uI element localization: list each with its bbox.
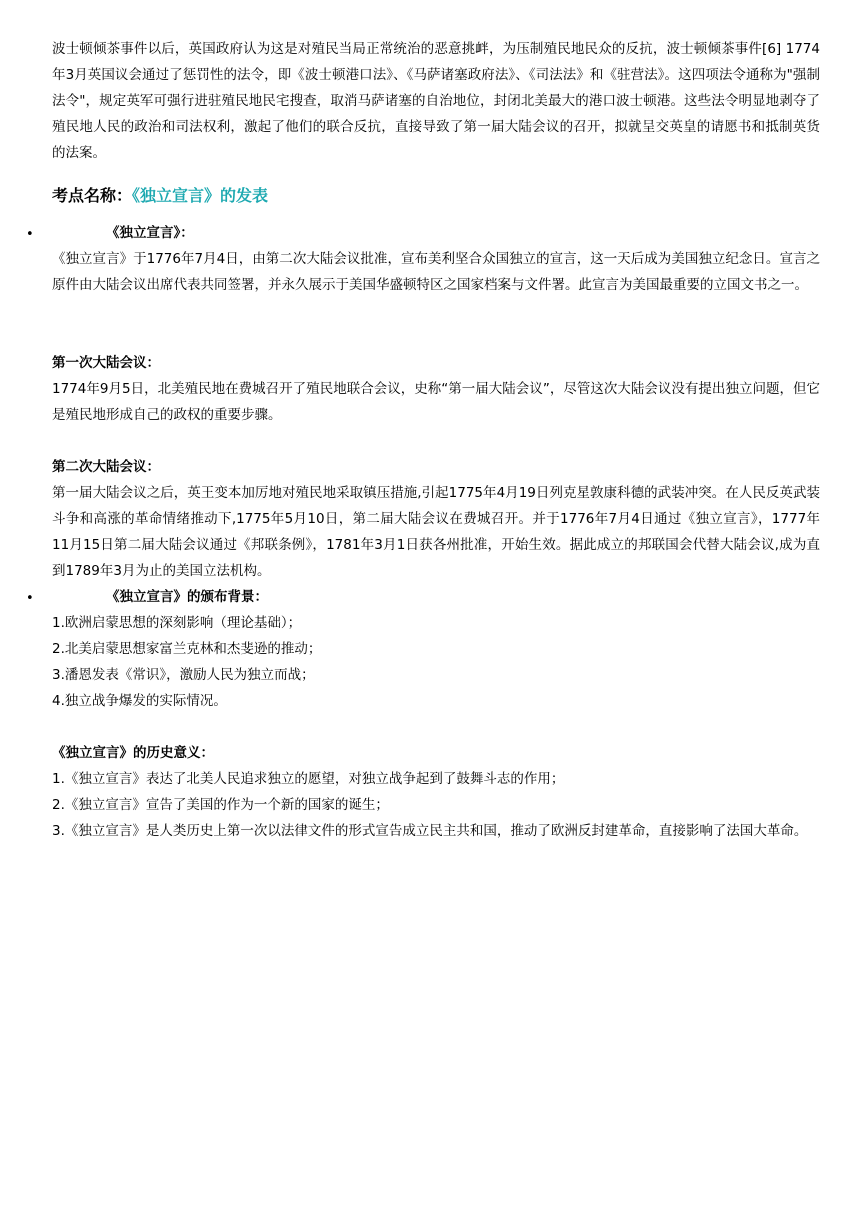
topic-name: 《独立宣言》的发表 [132, 186, 269, 205]
congress2-title: 第二次大陆会议： [52, 459, 160, 475]
background-item: 3.潘恩发表《常识》，激励人民为独立而战； [52, 667, 315, 683]
topic-heading [52, 183, 268, 209]
background-item: 2.北美启蒙思想家富兰克林和杰斐逊的推动； [52, 641, 322, 657]
declaration-title: 《独立宣言》： [106, 225, 194, 241]
bullet-icon: • [26, 591, 34, 606]
background-item: 1.欧洲启蒙思想的深刻影响（理论基础）； [52, 615, 302, 631]
background-item: 4.独立战争爆发的实际情况。 [52, 693, 227, 709]
significance-item: 2.《独立宣言》宣告了美国的作为一个新的国家的诞生； [52, 797, 389, 813]
declaration-paragraph: 《独立宣言》于1776年7月4日，由第二次大陆会议批准，宣布美利坚合众国独立的宣言，这一天后成为美国独立纪念日。宣言之原件由大陆会议出席代表共同签署，并永久展示于美国华盛顿特区之国家档案与文件署。此宣言为美国最重要的立国文书之一。 [52, 251, 820, 293]
intro-paragraph: 波士顿倾茶事件以后，英国政府认为这是对殖民当局正常统治的恶意挑衅，为压制殖民地民众的反抗，波士顿倾茶事件[6] 1774年3月英国议会通过了惩罚性的法令，即《波士顿港口法》、《马萨诸塞政府法》、《司法法》和《驻营法》。这四项法令通称为"强制法令"，规定英军可强行进驻殖民地民宅搜查，取消马萨诸塞的自治地位，封闭北美最大的港口波士顿港。这些法令明显地剥夺了殖民地人民的政治和司法权利，激起了他们的联合反抗，直接导致了第一届大陆会议的召开，拟就呈交英皇的请愿书和抵制英货的法案。 [52, 41, 820, 161]
background-title: 《独立宣言》的颁布背景： [106, 589, 268, 605]
significance-title: 《独立宣言》的历史意义： [52, 745, 214, 761]
topic-label: 考点名称： [52, 186, 133, 205]
bullet-icon: • [26, 227, 34, 242]
congress1-title: 第一次大陆会议： [52, 355, 160, 371]
significance-item: 1.《独立宣言》表达了北美人民追求独立的愿望，对独立战争起到了鼓舞斗志的作用； [52, 771, 565, 787]
congress1-paragraph: 1774年9月5日，北美殖民地在费城召开了殖民地联合会议，史称“第一届大陆会议”，尽管这次大陆会议没有提出独立问题，但它是殖民地形成自己的政权的重要步骤。 [52, 381, 820, 423]
congress2-paragraph: 第一届大陆会议之后，英王变本加厉地对殖民地采取镇压措施,引起1775年4月19日列克星敦康科德的武装冲突。在人民反英武装斗争和高涨的革命情绪推动下,1775年5月10日，第二届大陆会议在费城召开。并于1776年7月4日通过《独立宣言》，1777年11月15日第二届大陆会议通过《邦联条例》，1781年3月1日获各州批准，开始生效。据此成立的邦联国会代替大陆会议,成为直到1789年3月为止的美国立法机构。 [52, 485, 820, 579]
significance-item: 3.《独立宣言》是人类历史上第一次以法律文件的形式宣告成立民主共和国，推动了欧洲反封建革命，直接影响了法国大革命。 [52, 823, 808, 839]
